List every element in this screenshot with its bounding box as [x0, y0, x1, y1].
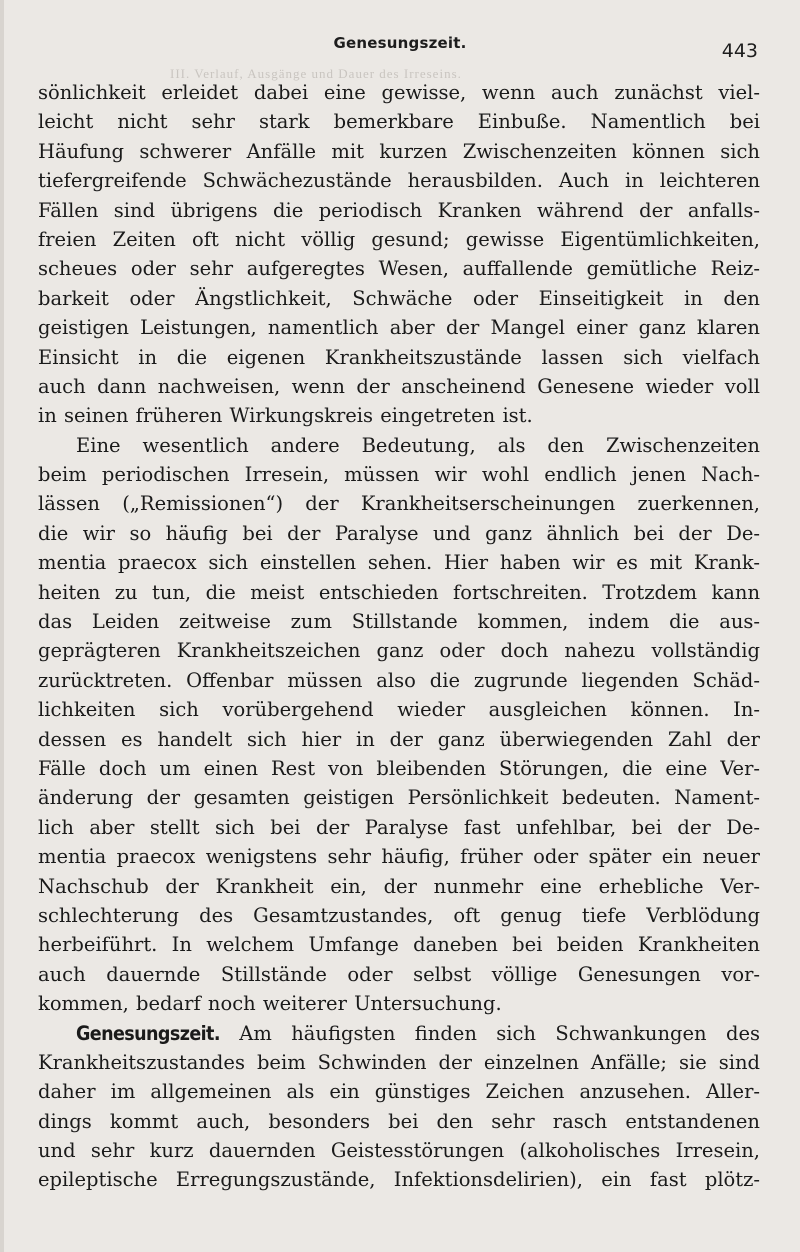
text-line: mentia praecox sich einstellen sehen. Hier haben wir es mit Krank-: [38, 551, 760, 575]
text-line: barkeit oder Ängstlichkeit, Schwäche oder Einseitigkeit in den: [38, 286, 760, 310]
text-line: änderung der gesamten geistigen Persönlichkeit bedeuten. Nament-: [38, 786, 760, 810]
sidehead-line-rest: Am häufigsten finden sich Schwankungen des: [219, 1021, 760, 1045]
page-number: 443: [721, 40, 758, 62]
text-line: scheues oder sehr aufgeregtes Wesen, auffallende gemütliche Reiz-: [38, 257, 760, 281]
text-line: zurücktreten. Offenbar müssen also die zugrunde liegenden Schäd-: [38, 668, 760, 692]
text-line: Eine wesentlich andere Bedeutung, als den Zwischenzeiten: [76, 433, 760, 457]
text-line: lässen („Remissionen“) der Krankheitserscheinungen zuerkennen,: [38, 492, 760, 516]
text-line: herbeiführt. In welchem Umfange daneben bei beiden Krankheiten: [38, 933, 760, 957]
text-line: beim periodischen Irresein, müssen wir wohl endlich jenen Nach-: [38, 463, 760, 487]
section-sidehead: Genesungszeit.: [76, 1021, 220, 1045]
text-line: Einsicht in die eigenen Krankheitszustände lassen sich vielfach: [38, 345, 760, 369]
text-line: leicht nicht sehr stark bemerkbare Einbuße. Namentlich bei: [38, 110, 760, 134]
text-line: in seinen früheren Wirkungskreis eingetreten ist.: [38, 404, 533, 428]
text-line: auch dann nachweisen, wenn der anscheinend Genesene wieder voll: [38, 374, 760, 398]
text-line-with-sidehead: [38, 1019, 760, 1048]
text-line: freien Zeiten oft nicht völlig gesund; gewisse Eigentümlichkeiten,: [38, 227, 760, 251]
text-line: und sehr kurz dauernden Geistesstörungen (alkoholisches Irresein,: [38, 1139, 760, 1163]
paragraph: [38, 78, 760, 431]
text-line: lich aber stellt sich bei der Paralyse fast unfehlbar, bei der De-: [38, 815, 760, 839]
text-line: heiten zu tun, die meist entschieden fortschreiten. Trotzdem kann: [38, 580, 760, 604]
body-text: [38, 78, 760, 1195]
text-line: Fälle doch um einen Rest von bleibenden Störungen, die eine Ver-: [38, 756, 760, 780]
running-title: Genesungszeit.: [333, 34, 467, 52]
paragraph-genesungszeit: [38, 1019, 760, 1195]
text-line: dings kommt auch, besonders bei den sehr rasch entstandenen: [38, 1109, 760, 1133]
text-line: dessen es handelt sich hier in der ganz überwiegenden Zahl der: [38, 727, 760, 751]
page-header: [0, 30, 800, 81]
text-line: auch dauernde Stillstände oder selbst völlige Genesungen vor-: [38, 962, 760, 986]
text-line: geistigen Leistungen, namentlich aber der Mangel einer ganz klaren: [38, 316, 760, 340]
text-line: Krankheitszustandes beim Schwinden der einzelnen Anfälle; sie sind: [38, 1050, 760, 1074]
text-line: die wir so häufig bei der Paralyse und ganz ähnlich bei der De-: [38, 521, 760, 545]
text-line: das Leiden zeitweise zum Stillstande kommen, indem die aus-: [38, 610, 760, 634]
text-line: kommen, bedarf noch weiterer Untersuchung.: [38, 992, 502, 1016]
text-line: mentia praecox wenigstens sehr häufig, früher oder später ein neuer: [38, 845, 760, 869]
text-line: daher im allgemeinen als ein günstiges Zeichen anzusehen. Aller-: [38, 1080, 760, 1104]
page-edge: [0, 0, 4, 1252]
text-line: tiefergreifende Schwächezustände herausbilden. Auch in leichteren: [38, 169, 760, 193]
text-line: Häufung schwerer Anfälle mit kurzen Zwischenzeiten können sich: [38, 139, 760, 163]
paragraph: [38, 431, 760, 1019]
text-line: epileptische Erregungszustände, Infektionsdelirien), ein fast plötz-: [38, 1168, 760, 1192]
text-line: lichkeiten sich vorübergehend wieder ausgleichen können. In-: [38, 698, 760, 722]
text-line: geprägteren Krankheitszeichen ganz oder doch nahezu vollständig: [38, 639, 760, 663]
bleed-through-text: III. Verlauf, Ausgänge und Dauer des Irreseins.: [170, 66, 462, 81]
text-line: schlechterung des Gesamtzustandes, oft genug tiefe Verblödung: [38, 903, 760, 927]
text-line: sönlichkeit erleidet dabei eine gewisse, wenn auch zunächst viel-: [38, 81, 760, 104]
text-line: Fällen sind übrigens die periodisch Kranken während der anfalls-: [38, 198, 760, 222]
text-line: Nachschub der Krankheit ein, der nunmehr eine erhebliche Ver-: [38, 874, 760, 898]
